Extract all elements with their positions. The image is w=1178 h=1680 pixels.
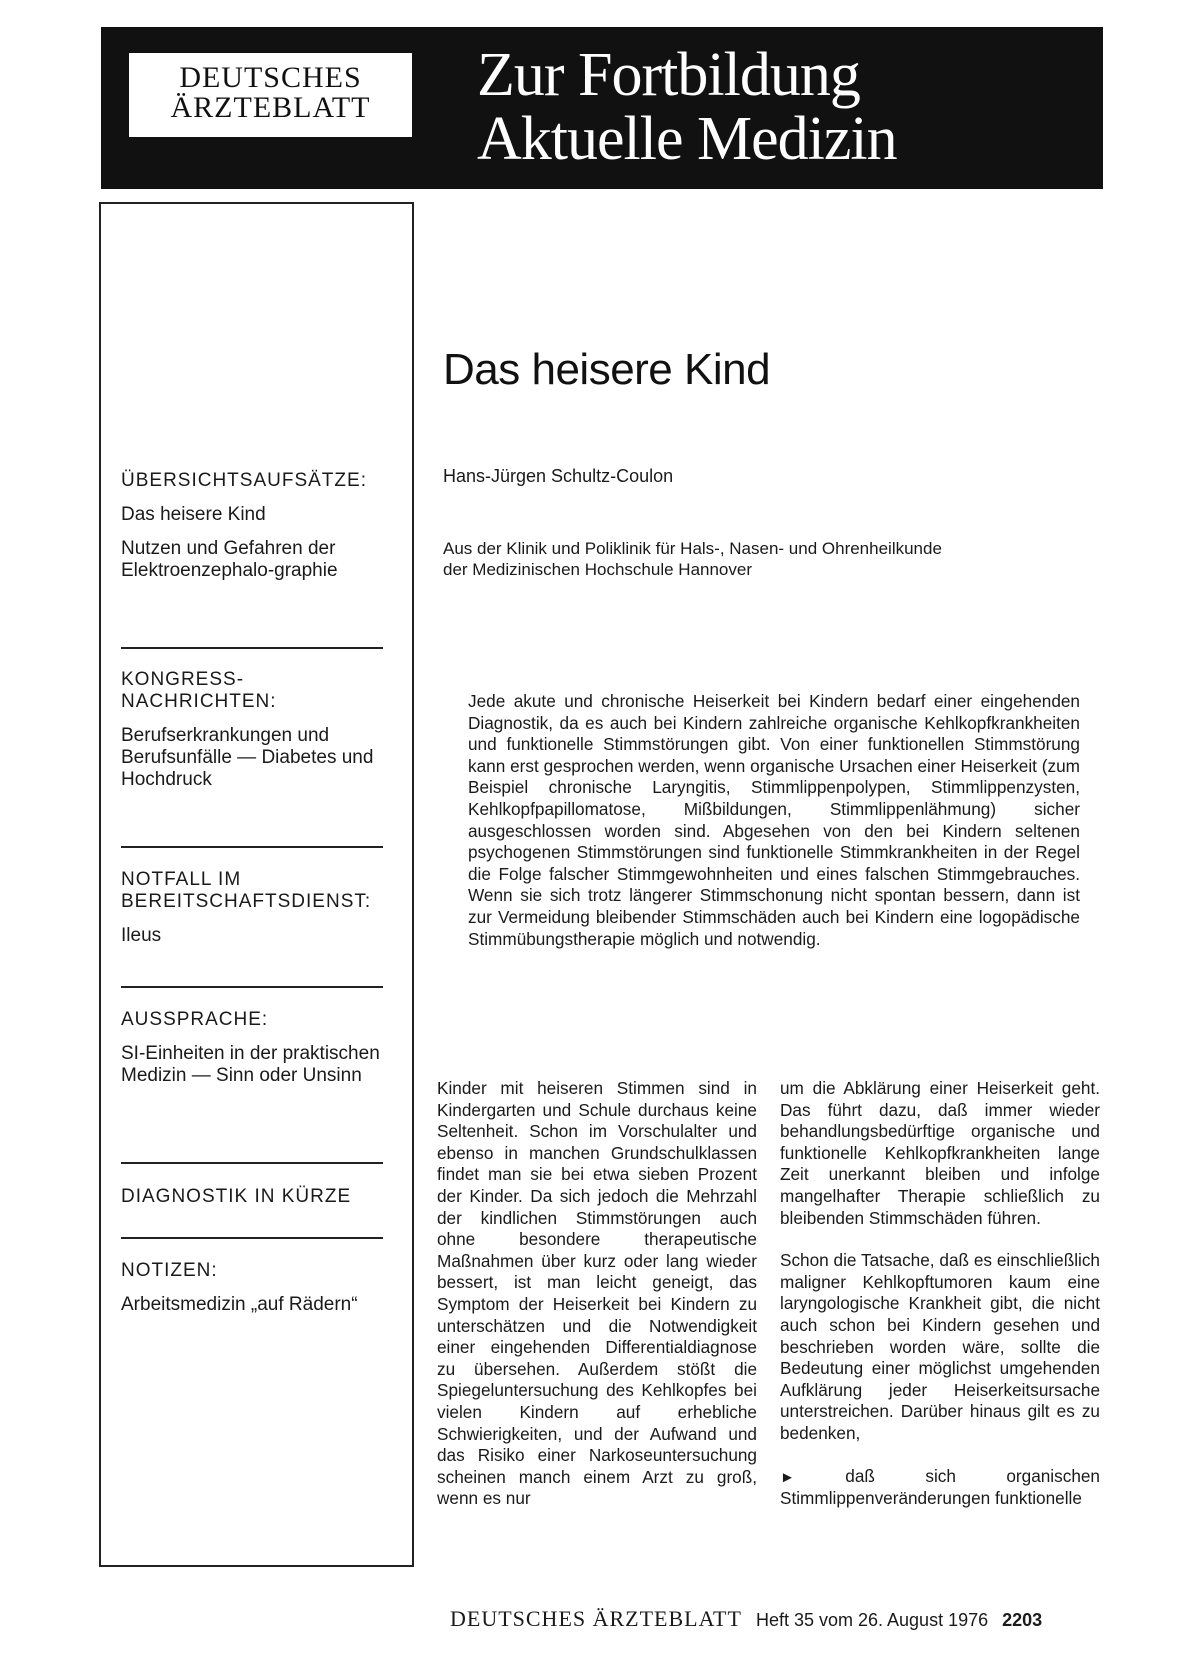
sidebar-item[interactable]: Nutzen und Gefahren der Elektroenzephalo-graphie: [121, 538, 338, 581]
sidebar-section-diagnostik: [121, 1186, 396, 1208]
sidebar-divider: [121, 1237, 383, 1239]
body-column-1: [437, 1078, 757, 1510]
sidebar-heading: ÜBERSICHTSAUFSÄTZE:: [121, 470, 367, 491]
body-paragraph: Schon die Tatsache, daß es einschließlich maligner Kehlkopftumoren kaum eine laryngologische Krankheit gibt, die nicht auch schon bei Kindern gesehen und beschrieben worden wäre, sollte die Bedeutung einer möglichst umgehenden Aufklärung jeder Heiserkeitsursache unterstreichen. Darüber hinaus gilt es zu bedenken,: [780, 1250, 1100, 1443]
footer-journal-name: DEUTSCHES ÄRZTEBLATT: [450, 1606, 742, 1631]
sidebar-heading[interactable]: DIAGNOSTIK IN KÜRZE: [121, 1186, 352, 1207]
article-abstract: Jede akute und chronische Heiserkeit bei Kindern bedarf einer eingehenden Diagnostik, da es auch bei Kindern zahlreiche organische Kehlkopfkrankheiten und funktionelle Stimmstörungen gibt. Von einer funktionellen Stimmstörung kann erst gesprochen werden, wenn organische Ursachen einer Heiserkeit (zum Beispiel chronische Laryngitis, Stimmlippenpolypen, Stimmlippenzysten, Kehlkopfpapillomatose, Mißbildungen, Stimmlippenlähmung) sicher ausgeschlossen worden sind. Abgesehen von den bei Kindern seltenen psychogenen Stimmstörungen sind funktionelle Stimmkrankheiten in der Regel die Folge falscher Stimmgewohnheiten und eines falschen Stimmgebrauches. Wenn sie sich trotz längerer Stimmschonung nicht spontan bessern, dann ist zur Vermeidung bleibender Stimmschäden auch bei Kindern eine logopädische Stimmübungstherapie möglich und notwendig.: [468, 691, 1080, 949]
sidebar-item[interactable]: Ileus: [121, 925, 162, 946]
body-paragraph: Kinder mit heiseren Stimmen sind in Kindergarten und Schule durchaus keine Seltenheit. Schon im Vorschulalter und ebenso in manchen Grundschulklassen findet man sie bei etwa sieben Prozent der Kinder. Da sich jedoch die Mehrzahl der kindlichen Stimmstörungen auch ohne besondere therapeutische Maßnahmen über kurz oder lang wieder bessert, ist man leicht geneigt, das Symptom der Heiserkeit bei Kindern zu unterschätzen und die Notwendigkeit einer eingehenden Differentialdiagnose zu übersehen. Außerdem stößt die Spiegeluntersuchung des Kehlkopfes bei vielen Kindern auf erhebliche Schwierigkeiten, und der Aufwand und das Risiko einer Narkoseuntersuchung scheinen manch einem Arzt zu groß, wenn es nur: [437, 1078, 757, 1509]
sidebar-item[interactable]: Berufserkrankungen und Berufsunfälle — Diabetes und Hochdruck: [121, 725, 374, 790]
sidebar-heading: NOTFALL IM BEREITSCHAFTSDIENST:: [121, 869, 372, 912]
affiliation-line-1: Aus der Klinik und Poliklinik für Hals-, Nasen- und Ohrenheilkunde: [443, 539, 942, 558]
sidebar-divider: [121, 986, 383, 988]
section-title: [477, 43, 897, 171]
bullet-arrow-icon: ►: [780, 1468, 795, 1486]
sidebar-item[interactable]: Das heisere Kind: [121, 504, 266, 525]
sidebar-divider: [121, 846, 383, 848]
masthead: [101, 27, 1103, 189]
body-column-2: [780, 1078, 1100, 1510]
page-footer: [450, 1608, 1042, 1631]
footer-issue: Heft 35 vom 26. August 1976: [755, 1610, 989, 1630]
logo-line-1: DEUTSCHES: [179, 61, 362, 94]
sidebar-section-aussprache: [121, 1009, 396, 1087]
contents-sidebar: [99, 202, 414, 1567]
article-affiliation: [443, 538, 942, 580]
article-title: Das heisere Kind: [443, 345, 771, 394]
sidebar-divider: [121, 1162, 383, 1164]
sidebar-item[interactable]: SI-Einheiten in der praktischen Medizin — Sinn oder Unsinn: [121, 1043, 380, 1086]
sidebar-heading: NOTIZEN:: [121, 1260, 218, 1281]
body-paragraph: um die Abklärung einer Heiserkeit geht. Das führt dazu, daß immer wieder behandlungsbedürftige organische und funktionelle Kehlkopfkrankheiten lange Zeit unerkannt bleiben und infolge mangelhafter Therapie schließlich zu bleibenden Stimmschäden führen.: [780, 1078, 1100, 1228]
sidebar-section-uebersichtsaufsaetze: [121, 470, 396, 582]
journal-logo: [129, 53, 412, 137]
sidebar-section-notizen: [121, 1260, 396, 1316]
logo-line-2: ÄRZTEBLATT: [170, 91, 371, 124]
bullet-text: daß sich organischen Stimmlippenveränderungen funktionelle: [780, 1465, 1100, 1509]
sidebar-section-notfall: [121, 869, 396, 947]
article-author: Hans-Jürgen Schultz-Coulon: [443, 466, 674, 486]
sidebar-divider: [121, 647, 383, 649]
section-title-line-1: Zur Fortbildung: [477, 41, 860, 109]
sidebar-heading: AUSSPRACHE:: [121, 1009, 269, 1030]
section-title-line-2: Aktuelle Medizin: [477, 105, 897, 173]
sidebar-heading: KONGRESS-NACHRICHTEN:: [121, 669, 277, 712]
sidebar-section-kongress: [121, 669, 396, 791]
body-paragraph-bullet: [780, 1466, 1100, 1510]
footer-page-number: 2203: [1002, 1610, 1043, 1630]
sidebar-item[interactable]: Arbeitsmedizin „auf Rädern“: [121, 1294, 358, 1315]
affiliation-line-2: der Medizinischen Hochschule Hannover: [443, 560, 752, 579]
